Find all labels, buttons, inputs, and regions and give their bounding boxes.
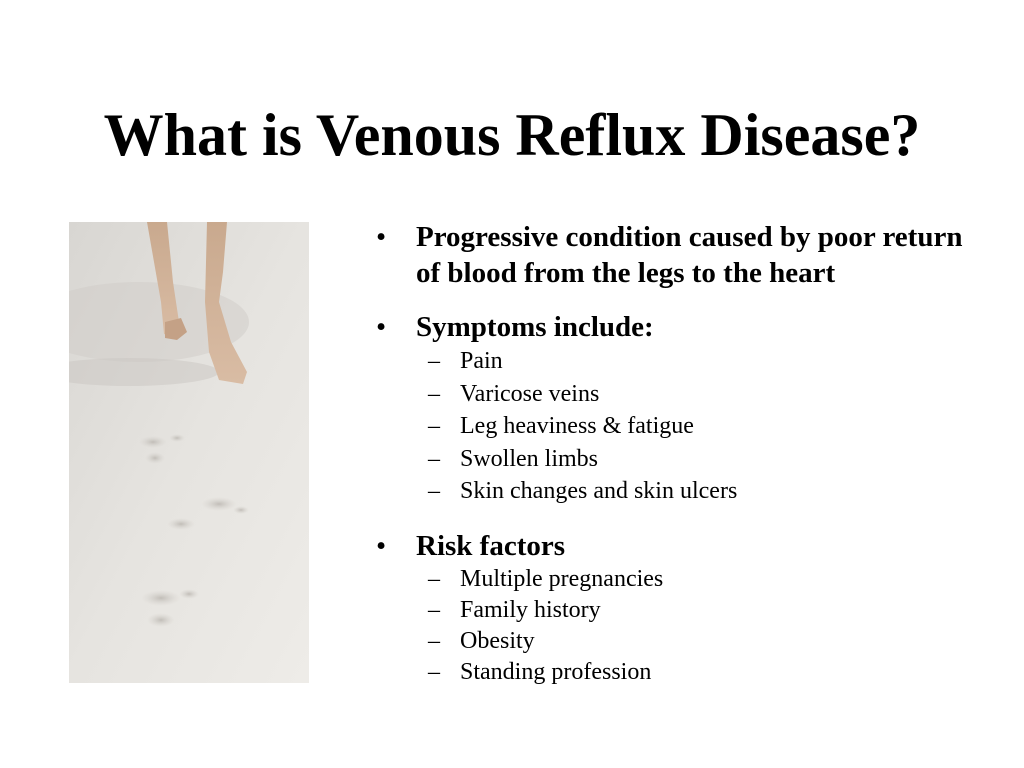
list-item	[416, 410, 976, 443]
symptoms-list	[376, 345, 976, 508]
slide-content	[376, 219, 976, 688]
list-item-text: Family history	[460, 596, 601, 623]
list-item	[416, 475, 976, 508]
walking-feet-footprints-sand-photo	[69, 222, 309, 683]
risk-factors-list	[376, 564, 976, 688]
beach-footprints-photo	[69, 222, 309, 683]
slide-title: What is Venous Reflux Disease?	[103, 102, 921, 168]
bullet-condition	[376, 219, 976, 291]
list-item	[416, 595, 976, 626]
bullet-risk-factors	[376, 528, 976, 564]
bullet-text: Risk factors	[416, 529, 566, 562]
bullet-icon: •	[376, 529, 387, 562]
spacer	[376, 508, 976, 528]
bullet-icon: •	[376, 221, 387, 253]
list-item	[416, 378, 976, 411]
dash-icon: –	[428, 627, 440, 654]
dash-icon: –	[428, 596, 440, 623]
list-item	[416, 564, 976, 595]
list-item-text: Obesity	[460, 627, 535, 654]
list-item-text: Swollen limbs	[460, 445, 599, 472]
list-item-text: Varicose veins	[460, 380, 600, 407]
bullet-icon: •	[376, 311, 387, 343]
dash-icon: –	[428, 565, 440, 592]
list-item-text: Multiple pregnancies	[460, 565, 664, 592]
dash-icon: –	[428, 348, 440, 374]
dash-icon: –	[428, 445, 440, 472]
list-item-text: Standing profession	[460, 658, 652, 685]
bullet-text: Symptoms include:	[416, 311, 654, 343]
dash-icon: –	[428, 658, 440, 685]
bullet-symptoms	[376, 309, 976, 345]
dash-icon: –	[428, 380, 440, 407]
list-item	[416, 345, 976, 378]
dash-icon: –	[428, 413, 440, 439]
list-item-text: Leg heaviness & fatigue	[460, 413, 694, 439]
list-item-text: Pain	[460, 348, 503, 374]
list-item	[416, 657, 976, 688]
bullet-text: Progressive condition caused by poor return of blood from the legs to the heart	[416, 221, 963, 289]
dash-icon: –	[428, 478, 440, 504]
list-item	[416, 626, 976, 657]
list-item-text: Skin changes and skin ulcers	[460, 478, 738, 504]
list-item	[416, 443, 976, 476]
